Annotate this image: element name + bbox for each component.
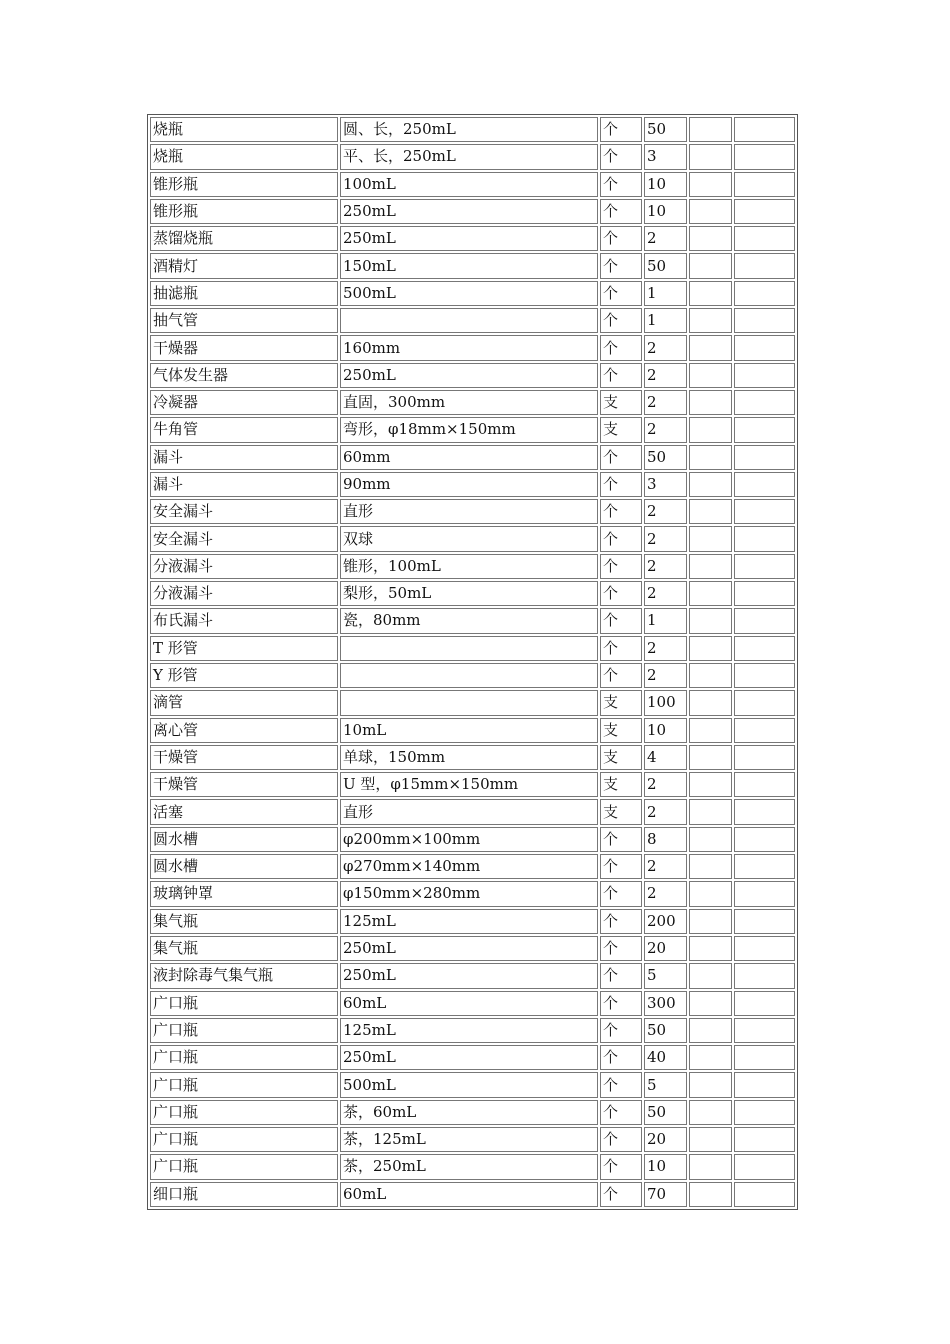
empty-cell [689,963,732,988]
equipment-name-cell: 酒精灯 [150,253,338,278]
table-row [150,1127,795,1152]
specification-cell: 梨形，50mL [340,581,598,606]
quantity-cell: 50 [644,1018,687,1043]
empty-cell [734,281,795,306]
quantity-cell: 20 [644,1127,687,1152]
table-row [150,226,795,251]
specification-cell: 60mL [340,991,598,1016]
empty-cell [689,144,732,169]
equipment-name-cell: 气体发生器 [150,363,338,388]
unit-cell: 个 [600,827,642,852]
unit-cell: 个 [600,854,642,879]
quantity-cell: 3 [644,144,687,169]
unit-cell: 个 [600,936,642,961]
equipment-name-cell: 锥形瓶 [150,199,338,224]
equipment-name-cell: 玻璃钟罩 [150,881,338,906]
equipment-name-cell: 广口瓶 [150,1072,338,1097]
quantity-cell: 2 [644,554,687,579]
empty-cell [734,608,795,633]
equipment-name-cell: 布氏漏斗 [150,608,338,633]
specification-cell: 160mm [340,335,598,360]
equipment-name-cell: 蒸馏烧瓶 [150,226,338,251]
table-row [150,963,795,988]
quantity-cell: 2 [644,799,687,824]
unit-cell: 个 [600,1072,642,1097]
equipment-name-cell: 安全漏斗 [150,499,338,524]
equipment-name-cell: 分液漏斗 [150,554,338,579]
specification-cell: 瓷，80mm [340,608,598,633]
specification-cell: 10mL [340,718,598,743]
specification-cell: 单球，150mm [340,745,598,770]
quantity-cell: 2 [644,390,687,415]
quantity-cell: 2 [644,499,687,524]
unit-cell: 个 [600,281,642,306]
empty-cell [689,172,732,197]
equipment-name-cell: 圆水槽 [150,854,338,879]
unit-cell: 支 [600,718,642,743]
specification-cell: 圆、长，250mL [340,117,598,142]
empty-cell [734,690,795,715]
equipment-name-cell: 细口瓶 [150,1182,338,1207]
unit-cell: 个 [600,991,642,1016]
empty-cell [689,199,732,224]
specification-cell: 90mm [340,472,598,497]
unit-cell: 支 [600,799,642,824]
unit-cell: 支 [600,690,642,715]
quantity-cell: 4 [644,745,687,770]
unit-cell: 支 [600,772,642,797]
empty-cell [734,390,795,415]
empty-cell [689,772,732,797]
equipment-name-cell: 广口瓶 [150,1018,338,1043]
table-row [150,117,795,142]
empty-cell [734,417,795,442]
table-row [150,526,795,551]
table-row [150,363,795,388]
empty-cell [734,991,795,1016]
table-row [150,663,795,688]
specification-cell: 直固，300mm [340,390,598,415]
table-row [150,827,795,852]
empty-cell [689,445,732,470]
equipment-name-cell: Y 形管 [150,663,338,688]
specification-cell: U 型，φ15mm×150mm [340,772,598,797]
table-row [150,581,795,606]
specification-cell: φ150mm×280mm [340,881,598,906]
unit-cell: 个 [600,881,642,906]
table-row [150,253,795,278]
empty-cell [689,526,732,551]
unit-cell: 个 [600,308,642,333]
quantity-cell: 50 [644,445,687,470]
unit-cell: 个 [600,1182,642,1207]
specification-cell: φ270mm×140mm [340,854,598,879]
quantity-cell: 2 [644,417,687,442]
unit-cell: 个 [600,1018,642,1043]
equipment-name-cell: 广口瓶 [150,991,338,1016]
quantity-cell: 10 [644,199,687,224]
quantity-cell: 2 [644,335,687,360]
table-row [150,472,795,497]
specification-cell: 125mL [340,1018,598,1043]
equipment-name-cell: 抽气管 [150,308,338,333]
quantity-cell: 8 [644,827,687,852]
equipment-name-cell: 漏斗 [150,472,338,497]
unit-cell: 个 [600,663,642,688]
empty-cell [689,608,732,633]
table-row [150,199,795,224]
table-row [150,636,795,661]
table-row [150,690,795,715]
equipment-name-cell: T 形管 [150,636,338,661]
empty-cell [734,636,795,661]
quantity-cell: 2 [644,663,687,688]
specification-cell: 500mL [340,1072,598,1097]
empty-cell [734,226,795,251]
empty-cell [689,554,732,579]
unit-cell: 个 [600,199,642,224]
specification-cell: 500mL [340,281,598,306]
empty-cell [689,909,732,934]
unit-cell: 个 [600,445,642,470]
quantity-cell: 3 [644,472,687,497]
empty-cell [734,117,795,142]
empty-cell [689,308,732,333]
empty-cell [734,854,795,879]
equipment-name-cell: 广口瓶 [150,1045,338,1070]
empty-cell [689,663,732,688]
quantity-cell: 2 [644,226,687,251]
equipment-name-cell: 离心管 [150,718,338,743]
unit-cell: 个 [600,581,642,606]
equipment-name-cell: 漏斗 [150,445,338,470]
empty-cell [689,417,732,442]
specification-cell: 茶，250mL [340,1154,598,1179]
empty-cell [734,472,795,497]
table-row [150,881,795,906]
equipment-name-cell: 干燥器 [150,335,338,360]
equipment-name-cell: 烧瓶 [150,117,338,142]
quantity-cell: 1 [644,608,687,633]
equipment-name-cell: 液封除毒气集气瓶 [150,963,338,988]
table-row [150,1018,795,1043]
empty-cell [734,172,795,197]
equipment-name-cell: 分液漏斗 [150,581,338,606]
table-row [150,499,795,524]
equipment-name-cell: 集气瓶 [150,936,338,961]
quantity-cell: 300 [644,991,687,1016]
table-row [150,281,795,306]
empty-cell [734,1100,795,1125]
unit-cell: 个 [600,909,642,934]
specification-cell: 双球 [340,526,598,551]
table-row [150,172,795,197]
specification-cell [340,663,598,688]
equipment-name-cell: 抽滤瓶 [150,281,338,306]
unit-cell: 支 [600,745,642,770]
table-row [150,417,795,442]
table-row [150,772,795,797]
empty-cell [734,663,795,688]
empty-cell [734,799,795,824]
equipment-table-body [150,117,795,1207]
unit-cell: 支 [600,390,642,415]
table-row [150,308,795,333]
empty-cell [734,881,795,906]
specification-cell: 150mL [340,253,598,278]
empty-cell [689,1100,732,1125]
empty-cell [689,1127,732,1152]
quantity-cell: 2 [644,581,687,606]
unit-cell: 个 [600,117,642,142]
empty-cell [734,253,795,278]
empty-cell [734,1154,795,1179]
empty-cell [689,472,732,497]
empty-cell [689,1018,732,1043]
empty-cell [689,281,732,306]
empty-cell [734,718,795,743]
empty-cell [734,827,795,852]
empty-cell [734,499,795,524]
specification-cell: 250mL [340,1045,598,1070]
table-row [150,991,795,1016]
quantity-cell: 2 [644,636,687,661]
quantity-cell: 2 [644,881,687,906]
unit-cell: 个 [600,472,642,497]
empty-cell [689,690,732,715]
specification-cell: 60mL [340,1182,598,1207]
quantity-cell: 2 [644,363,687,388]
empty-cell [734,1045,795,1070]
quantity-cell: 10 [644,1154,687,1179]
equipment-name-cell: 锥形瓶 [150,172,338,197]
specification-cell: 平、长，250mL [340,144,598,169]
equipment-name-cell: 广口瓶 [150,1154,338,1179]
equipment-name-cell: 广口瓶 [150,1100,338,1125]
unit-cell: 个 [600,1154,642,1179]
quantity-cell: 20 [644,936,687,961]
empty-cell [734,581,795,606]
empty-cell [734,745,795,770]
empty-cell [734,1072,795,1097]
quantity-cell: 10 [644,172,687,197]
specification-cell [340,636,598,661]
empty-cell [689,581,732,606]
specification-cell: 茶，60mL [340,1100,598,1125]
quantity-cell: 10 [644,718,687,743]
unit-cell: 支 [600,417,642,442]
empty-cell [689,854,732,879]
equipment-name-cell: 干燥管 [150,745,338,770]
empty-cell [689,1182,732,1207]
table-row [150,909,795,934]
empty-cell [734,526,795,551]
empty-cell [734,1018,795,1043]
empty-cell [689,745,732,770]
unit-cell: 个 [600,144,642,169]
table-row [150,936,795,961]
empty-cell [734,963,795,988]
equipment-name-cell: 牛角管 [150,417,338,442]
empty-cell [689,1045,732,1070]
quantity-cell: 70 [644,1182,687,1207]
empty-cell [734,144,795,169]
empty-cell [734,363,795,388]
specification-cell [340,690,598,715]
specification-cell: 直形 [340,499,598,524]
specification-cell: φ200mm×100mm [340,827,598,852]
quantity-cell: 2 [644,772,687,797]
unit-cell: 个 [600,1100,642,1125]
empty-cell [734,554,795,579]
equipment-name-cell: 安全漏斗 [150,526,338,551]
equipment-name-cell: 广口瓶 [150,1127,338,1152]
quantity-cell: 5 [644,963,687,988]
empty-cell [689,827,732,852]
empty-cell [689,117,732,142]
table-row [150,445,795,470]
quantity-cell: 5 [644,1072,687,1097]
equipment-name-cell: 烧瓶 [150,144,338,169]
table-row [150,1154,795,1179]
empty-cell [689,253,732,278]
quantity-cell: 2 [644,526,687,551]
empty-cell [734,1127,795,1152]
empty-cell [689,226,732,251]
empty-cell [734,335,795,360]
empty-cell [734,909,795,934]
equipment-name-cell: 干燥管 [150,772,338,797]
quantity-cell: 100 [644,690,687,715]
table-row [150,718,795,743]
unit-cell: 个 [600,526,642,551]
empty-cell [689,991,732,1016]
specification-cell: 250mL [340,226,598,251]
table-row [150,144,795,169]
specification-cell: 250mL [340,963,598,988]
quantity-cell: 1 [644,281,687,306]
table-row [150,854,795,879]
empty-cell [689,1072,732,1097]
empty-cell [734,936,795,961]
table-row [150,390,795,415]
empty-cell [734,772,795,797]
unit-cell: 个 [600,636,642,661]
table-row [150,1072,795,1097]
quantity-cell: 1 [644,308,687,333]
specification-cell: 锥形，100mL [340,554,598,579]
table-row [150,1182,795,1207]
equipment-name-cell: 圆水槽 [150,827,338,852]
specification-cell: 茶，125mL [340,1127,598,1152]
empty-cell [689,499,732,524]
empty-cell [689,335,732,360]
quantity-cell: 200 [644,909,687,934]
quantity-cell: 50 [644,253,687,278]
quantity-cell: 40 [644,1045,687,1070]
specification-cell: 100mL [340,172,598,197]
unit-cell: 个 [600,363,642,388]
unit-cell: 个 [600,172,642,197]
unit-cell: 个 [600,1045,642,1070]
table-row [150,1045,795,1070]
specification-cell: 250mL [340,199,598,224]
empty-cell [734,1182,795,1207]
empty-cell [689,936,732,961]
specification-cell: 250mL [340,363,598,388]
empty-cell [734,308,795,333]
equipment-table [147,114,798,1210]
unit-cell: 个 [600,1127,642,1152]
table-row [150,745,795,770]
specification-cell: 弯形，φ18mm×150mm [340,417,598,442]
equipment-name-cell: 活塞 [150,799,338,824]
unit-cell: 个 [600,499,642,524]
specification-cell: 250mL [340,936,598,961]
equipment-name-cell: 集气瓶 [150,909,338,934]
specification-cell [340,308,598,333]
specification-cell: 125mL [340,909,598,934]
unit-cell: 个 [600,554,642,579]
table-row [150,335,795,360]
specification-cell: 60mm [340,445,598,470]
equipment-name-cell: 滴管 [150,690,338,715]
specification-cell: 直形 [340,799,598,824]
quantity-cell: 2 [644,854,687,879]
table-row [150,1100,795,1125]
table-row [150,608,795,633]
empty-cell [689,1154,732,1179]
empty-cell [689,636,732,661]
unit-cell: 个 [600,335,642,360]
table-row [150,554,795,579]
empty-cell [734,199,795,224]
quantity-cell: 50 [644,1100,687,1125]
empty-cell [689,718,732,743]
empty-cell [689,799,732,824]
unit-cell: 个 [600,253,642,278]
empty-cell [689,881,732,906]
unit-cell: 个 [600,608,642,633]
empty-cell [689,363,732,388]
empty-cell [689,390,732,415]
equipment-name-cell: 冷凝器 [150,390,338,415]
unit-cell: 个 [600,226,642,251]
quantity-cell: 50 [644,117,687,142]
unit-cell: 个 [600,963,642,988]
table-row [150,799,795,824]
empty-cell [734,445,795,470]
